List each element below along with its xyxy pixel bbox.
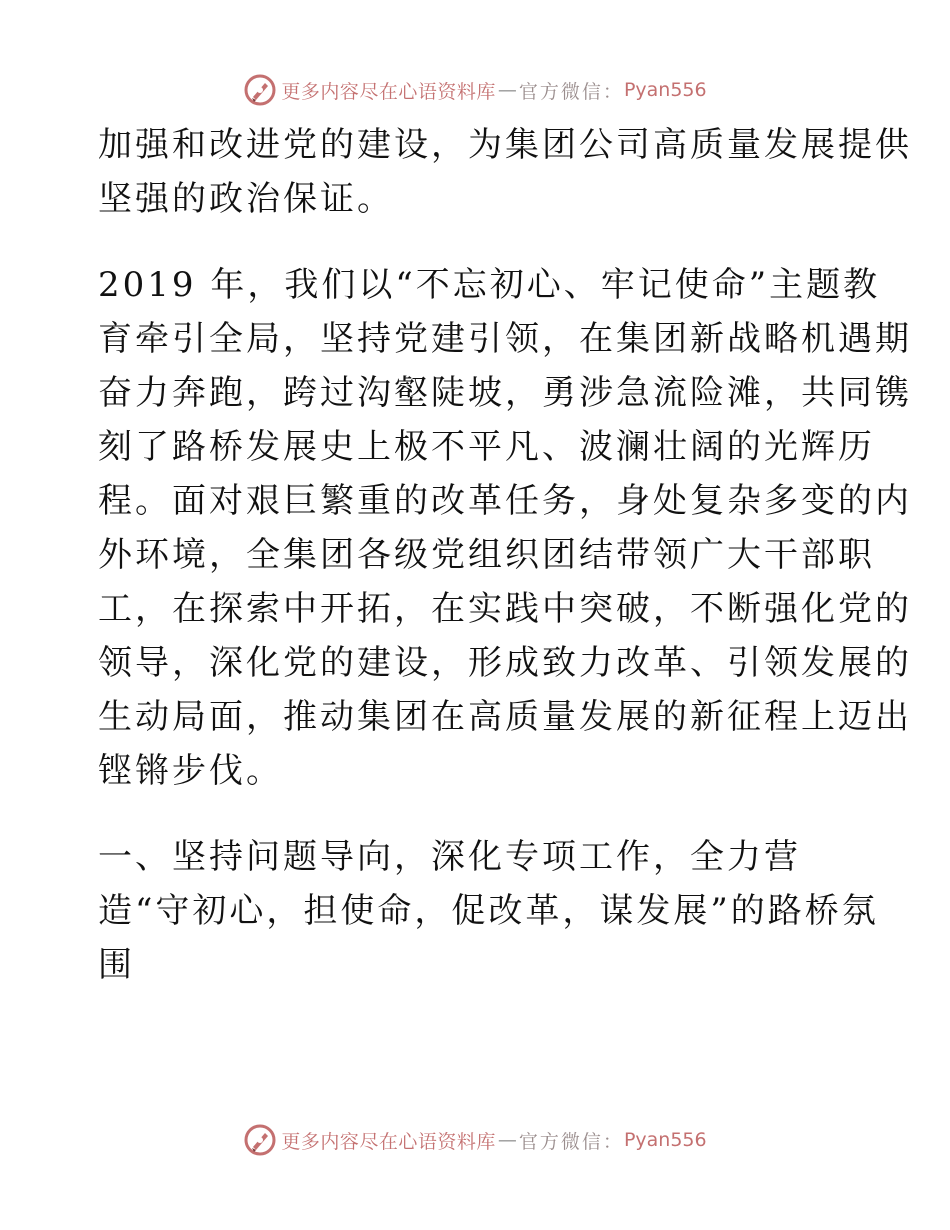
- document-body: [98, 118, 912, 992]
- text-line: 坚强的政治保证。: [98, 179, 394, 219]
- paragraph: [98, 258, 912, 798]
- watermark-main-text: 更多内容尽在心语资料库: [281, 1130, 496, 1153]
- text-line: 造“守初心，担使命，促改革，谋发展”的路桥氛: [98, 891, 879, 931]
- text-line: 奋力奔跑，跨过沟壑陡坡，勇涉急流险滩，共同镌: [98, 373, 912, 413]
- header-watermark: [0, 70, 950, 110]
- watermark-wechat-id: Pyan556: [623, 79, 707, 101]
- text-line: 育牵引全局，坚持党建引领，在集团新战略机遇期: [98, 319, 912, 359]
- watermark-wechat-id: Pyan556: [623, 1129, 707, 1151]
- watermark-main-text: 更多内容尽在心语资料库: [281, 80, 496, 103]
- pen-seal-icon: [243, 1123, 277, 1157]
- text-line: 工，在探索中开拓，在实践中突破，不断强化党的: [98, 589, 912, 629]
- watermark-separator: —: [497, 79, 517, 101]
- text-line: 围: [98, 945, 135, 985]
- paragraph: [98, 118, 912, 226]
- watermark-separator: —: [497, 1129, 517, 1151]
- section-heading: [98, 830, 879, 992]
- footer-watermark: [0, 1120, 950, 1160]
- text-line: 一、坚持问题导向，深化专项工作，全力营: [98, 837, 801, 877]
- text-line: 外环境，全集团各级党组织团结带领广大干部职: [98, 535, 875, 575]
- text-line: 加强和改进党的建设，为集团公司高质量发展提供: [98, 125, 912, 165]
- text-line: 程。面对艰巨繁重的改革任务，身处复杂多变的内: [98, 481, 912, 521]
- text-line: 2019 年，我们以“不忘初心、牢记使命”主题教: [98, 265, 881, 305]
- text-line: 生动局面，推动集团在高质量发展的新征程上迈出: [98, 697, 912, 737]
- text-line: 领导，深化党的建设，形成致力改革、引领发展的: [98, 643, 912, 683]
- text-line: 铿锵步伐。: [98, 751, 283, 791]
- pen-seal-icon: [243, 73, 277, 107]
- text-line: 刻了路桥发展史上极不平凡、波澜壮阔的光辉历: [98, 427, 875, 467]
- watermark-wechat-label: 官方微信：: [518, 1130, 624, 1153]
- watermark-wechat-label: 官方微信：: [518, 80, 624, 103]
